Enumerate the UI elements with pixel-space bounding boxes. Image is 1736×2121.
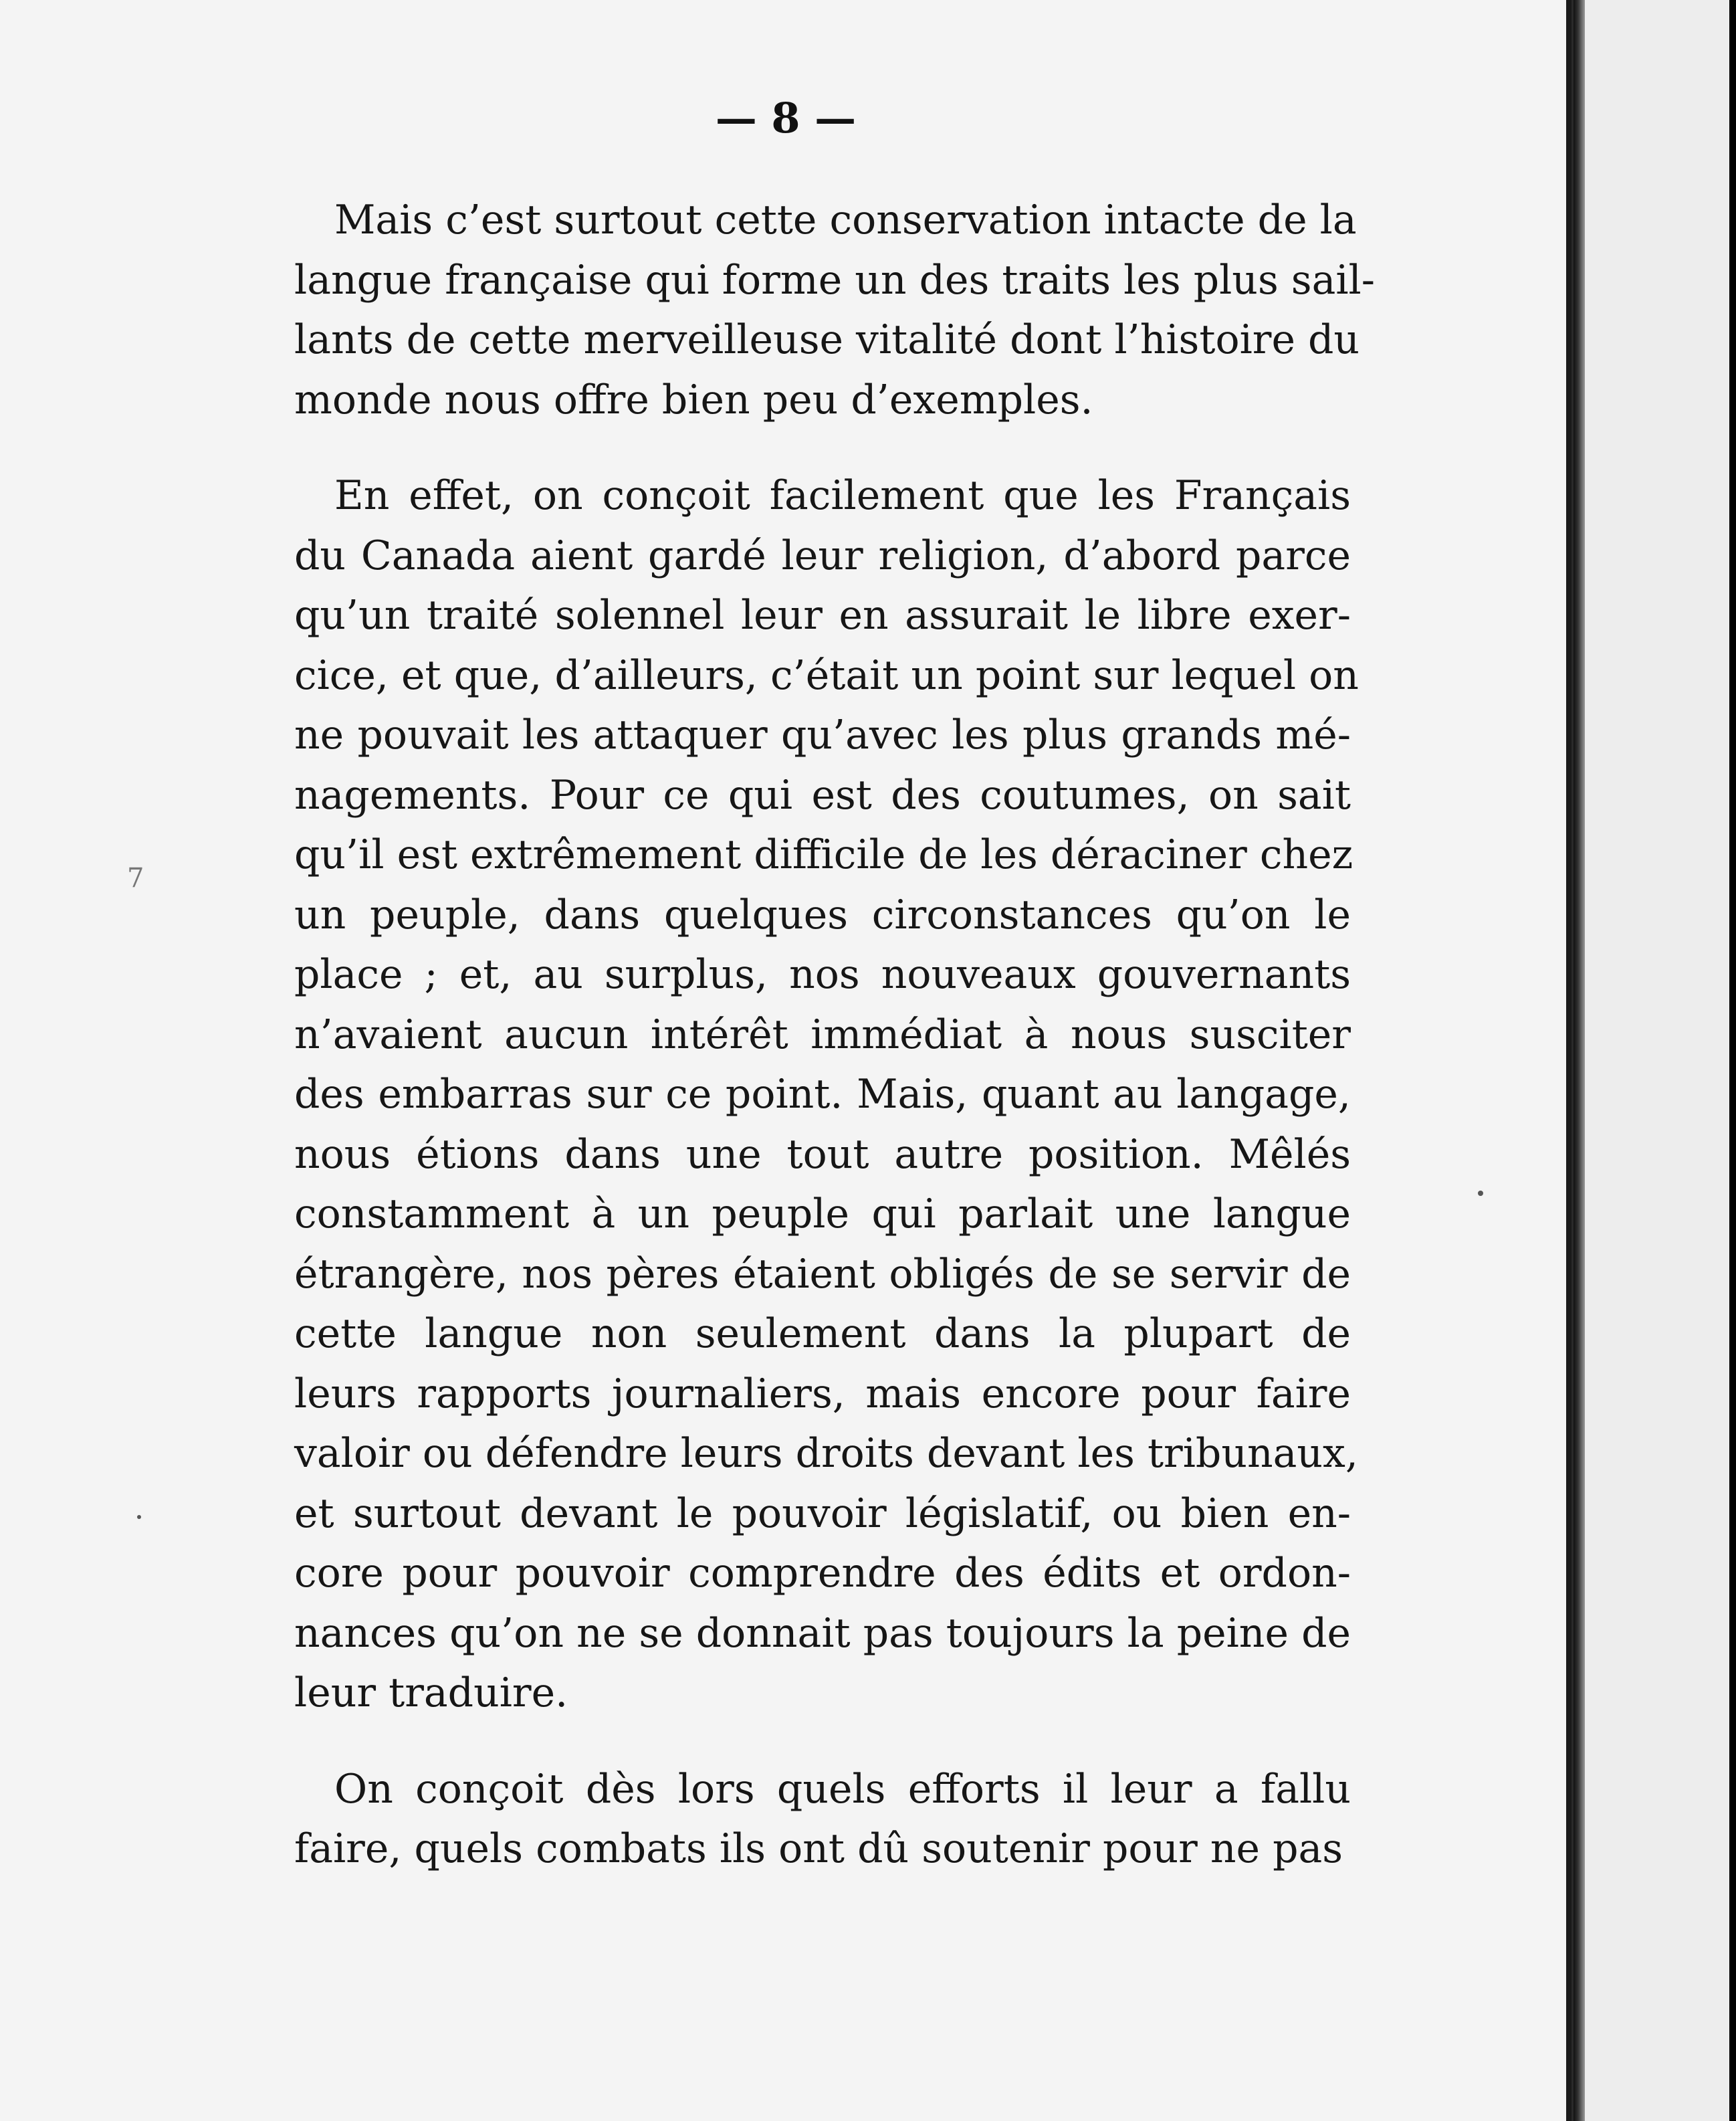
text-line: des embarras sur ce point. Mais, quant au langage, (294, 1071, 1351, 1118)
text-line: cette langue non seulement dans la plupart de (294, 1310, 1351, 1357)
scan-mark: 7 (127, 863, 144, 894)
scan-speck (1478, 1191, 1483, 1196)
page-number: — 8 — (715, 94, 857, 142)
scan-speck (137, 1515, 141, 1519)
text-line: nous étions dans une tout autre position. Mêlés (294, 1130, 1351, 1178)
paragraph-2 (294, 466, 1359, 1724)
text-line: et surtout devant le pouvoir législatif, ou bien en- (294, 1490, 1351, 1537)
text-line: n’avaient aucun intérêt immédiat à nous susciter (294, 1011, 1351, 1058)
text-line: nances qu’on ne se donnait pas toujours la peine de (294, 1609, 1351, 1657)
text-line: du Canada aient gardé leur religion, d’abord parce (294, 532, 1351, 579)
text-line: qu’un traité solennel leur en assurait le libre exer- (294, 592, 1351, 639)
text-line: leurs rapports journaliers, mais encore pour faire (294, 1370, 1351, 1417)
text-line: monde nous offre bien peu d’exemples. (294, 376, 1093, 423)
text-line: cice, et que, d’ailleurs, c’était un point sur lequel on (294, 651, 1359, 699)
text-line: qu’il est extrêmement difficile de les déraciner chez (294, 831, 1353, 878)
facing-page-margin (1585, 0, 1729, 2121)
text-line: un peuple, dans quelques circonstances qu’on le (294, 891, 1351, 938)
text-line: faire, quels combats ils ont dû soutenir pour ne pas (294, 1825, 1343, 1872)
binding-edge (1574, 0, 1585, 2121)
text-line: étrangère, nos pères étaient obligés de se servir de (294, 1250, 1351, 1298)
text-line: place ; et, au surplus, nos nouveaux gouvernants (294, 951, 1351, 998)
text-line: langue française qui forme un des traits les plus sail- (294, 256, 1376, 304)
paragraph-1 (294, 191, 1376, 430)
scan-border (1729, 0, 1736, 2121)
body-text (294, 191, 1376, 1880)
text-line: valoir ou défendre leurs droits devant les tribunaux, (294, 1430, 1358, 1477)
text-line: lants de cette merveilleuse vitalité dont l’histoire du (294, 316, 1360, 363)
text-line: core pour pouvoir comprendre des édits et ordon- (294, 1550, 1351, 1597)
paragraph-3 (294, 1760, 1351, 1880)
text-line: On conçoit dès lors quels efforts il leur a fallu (294, 1765, 1351, 1813)
text-line: leur traduire. (294, 1670, 568, 1716)
text-line: Mais c’est surtout cette conservation intacte de la (294, 197, 1357, 243)
text-line: ne pouvait les attaquer qu’avec les plus grands mé- (294, 712, 1351, 759)
text-line: nagements. Pour ce qui est des coutumes, on sait (294, 771, 1351, 819)
text-line: En effet, on conçoit facilement que les Français (294, 472, 1351, 519)
text-line: constamment à un peuple qui parlait une langue (294, 1191, 1351, 1237)
